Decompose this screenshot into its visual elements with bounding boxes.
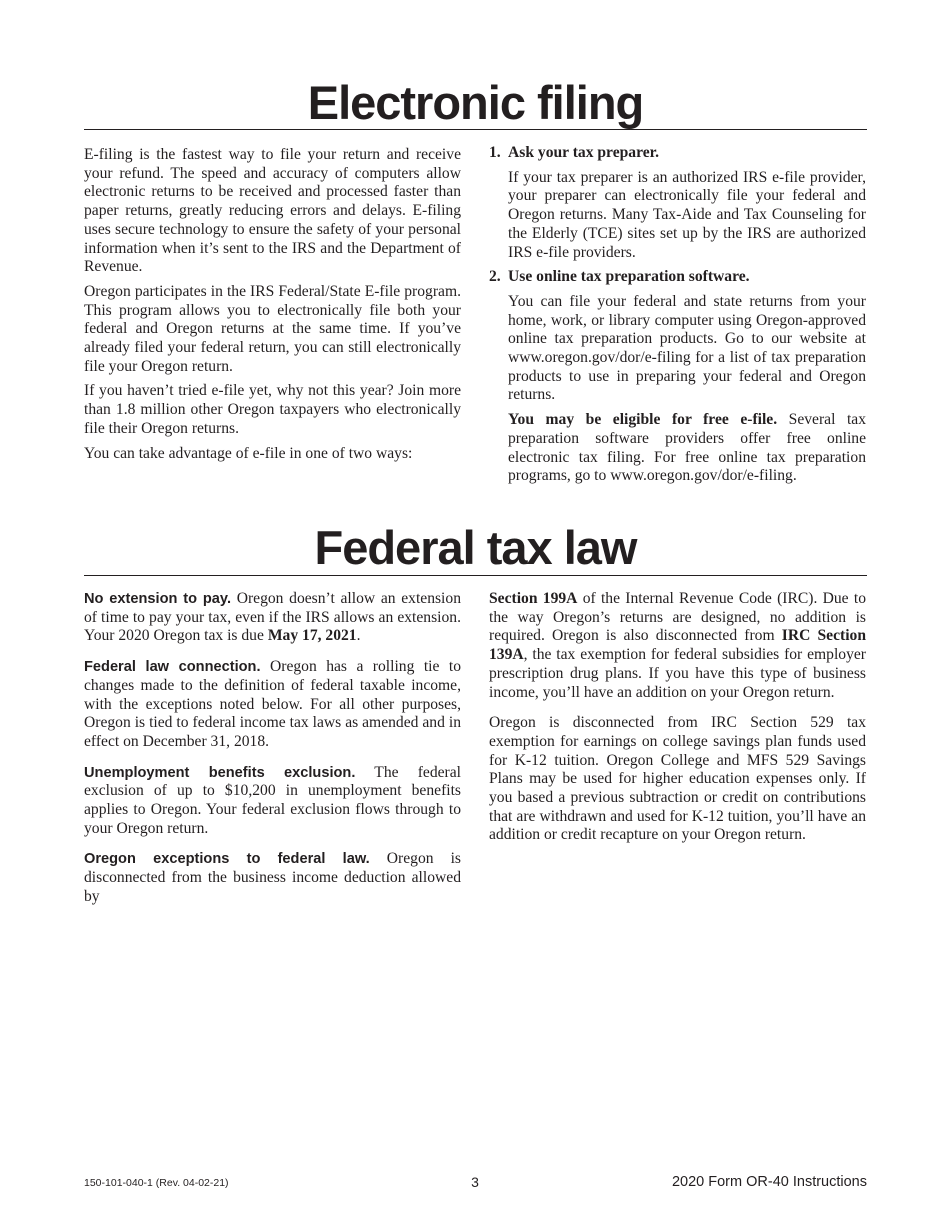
efile-paragraph: You can take advantage of e-file in one of two ways: [84, 444, 413, 462]
form-code: 150-101-040-1 (Rev. 04-02-21) [84, 1177, 229, 1189]
connection-body: Oregon has a rolling tie to changes made to the definition of federal taxable income, with the exceptions noted below. For all other purposes, Oregon is tied to federal income tax laws as amended and in effect on December 31, 2018. [84, 658, 462, 750]
section-199a-text: of the Internal Revenue Code (IRC). Due to the way Oregon’s returns are designed, no addition is required. Oregon is also disconnected from [489, 590, 866, 645]
efile-rule [84, 129, 867, 130]
unemployment-lead: Unemployment benefits exclusion. [84, 764, 356, 781]
option-2-label: Use online tax preparation software. [508, 268, 750, 286]
option-2-number: 2. [489, 268, 501, 286]
efile-left-column [84, 146, 461, 469]
option-2-body: You can file your federal and state returns from your home, work, or library computer using Oregon-approved online tax preparation products. Go to our website at www.oregon.gov/dor/e-filing for a list of tax preparation products to use in preparing your federal and Oregon returns. [508, 292, 866, 404]
section-139a-text: , the tax exemption for federal subsidies for employer prescription drug plans. If you have this type of business income, you’ll have an addition on your Oregon return. [489, 646, 866, 701]
no-extension-end: . [356, 627, 361, 645]
efile-paragraph: If you haven’t tried e-file yet, why not this year? Join more than 1.8 million other Oregon taxpayers who electronically file their Oregon returns. [84, 382, 461, 437]
due-date: May 17, 2021 [267, 627, 357, 645]
free-efile-lead: You may be eligible for free e-file. [508, 411, 778, 429]
unemployment-body: The federal exclusion of up to $10,200 in unemployment benefits applies to Oregon. Your federal exclusion flows through to your Oregon return. [84, 763, 461, 837]
no-extension-body: Oregon doesn’t allow an extension of time to pay your tax, even if the IRS allows an extension. Your 2020 Oregon tax is due [84, 590, 461, 645]
connection-paragraph [84, 658, 461, 752]
free-efile-note [508, 411, 866, 486]
efile-paragraph: Oregon participates in the IRS Federal/State E-file program. This program allows you to electronically file both your federal and Oregon returns at the same time. If you’ve already filed your federal return, you can still electronically file your Oregon return. [84, 282, 461, 375]
federal-heading: Federal tax law [314, 521, 637, 574]
efile-paragraph: E-filing is the fastest way to file your return and receive your refund. The speed and accuracy of computers allow electronic returns to be received and processed faster than paper returns, greatly reducing errors and delays. E-filing uses secure technology to ensure the safety of your personal information when it’s sent to the IRS and the Department of Revenue. [84, 146, 461, 276]
federal-rule [84, 575, 867, 576]
federal-right-column [489, 590, 866, 857]
option-1-number: 1. [489, 144, 501, 161]
option-2-title [489, 268, 866, 287]
option-1-body: If your tax preparer is an authorized IRS e-file provider, your preparer can electronically file your federal and Oregon returns. Many Tax-Aide and Tax Counseling for the Elderly (TCE) sites set up by the IRS are authorized IRS e-file providers. [508, 168, 866, 261]
section-199a-paragraph [489, 590, 866, 702]
section-529-paragraph: Oregon is disconnected from IRC Section 529 tax exemption for earnings on college savings plan funds used for K-12 tuition. Oregon College and MFS 529 Savings Plans may be used for higher education expenses only. If you based a previous subtraction or credit on contributions that are withdrawn and used for K-12 tuition, you’ll have an addition or credit recapture on your Oregon return. [489, 714, 866, 844]
option-1-title [489, 144, 866, 163]
connection-lead: Federal law connection. [84, 659, 261, 676]
option-1-label: Ask your tax preparer. [508, 144, 660, 161]
efile-heading: Electronic filing [307, 76, 644, 129]
exceptions-lead: Oregon exceptions to federal law. [84, 851, 370, 868]
section-199a: Section 199A [489, 590, 578, 607]
federal-left-column [84, 590, 461, 919]
page-number: 3 [471, 1174, 479, 1190]
form-title: 2020 Form OR-40 Instructions [671, 1174, 867, 1190]
no-extension-paragraph [84, 590, 461, 646]
exceptions-body: Oregon is disconnected from the business income deduction allowed by [84, 850, 462, 905]
exceptions-paragraph [84, 850, 461, 906]
efile-right-column [489, 144, 866, 492]
no-extension-lead: No extension to pay. [84, 591, 232, 607]
section-139a: IRC Section 139A [489, 627, 866, 664]
free-efile-body: Several tax preparation software providers offer free online electronic tax filing. For free online tax preparation programs, go to www.oregon.gov/dor/e-filing. [508, 411, 867, 485]
unemployment-paragraph [84, 764, 461, 839]
